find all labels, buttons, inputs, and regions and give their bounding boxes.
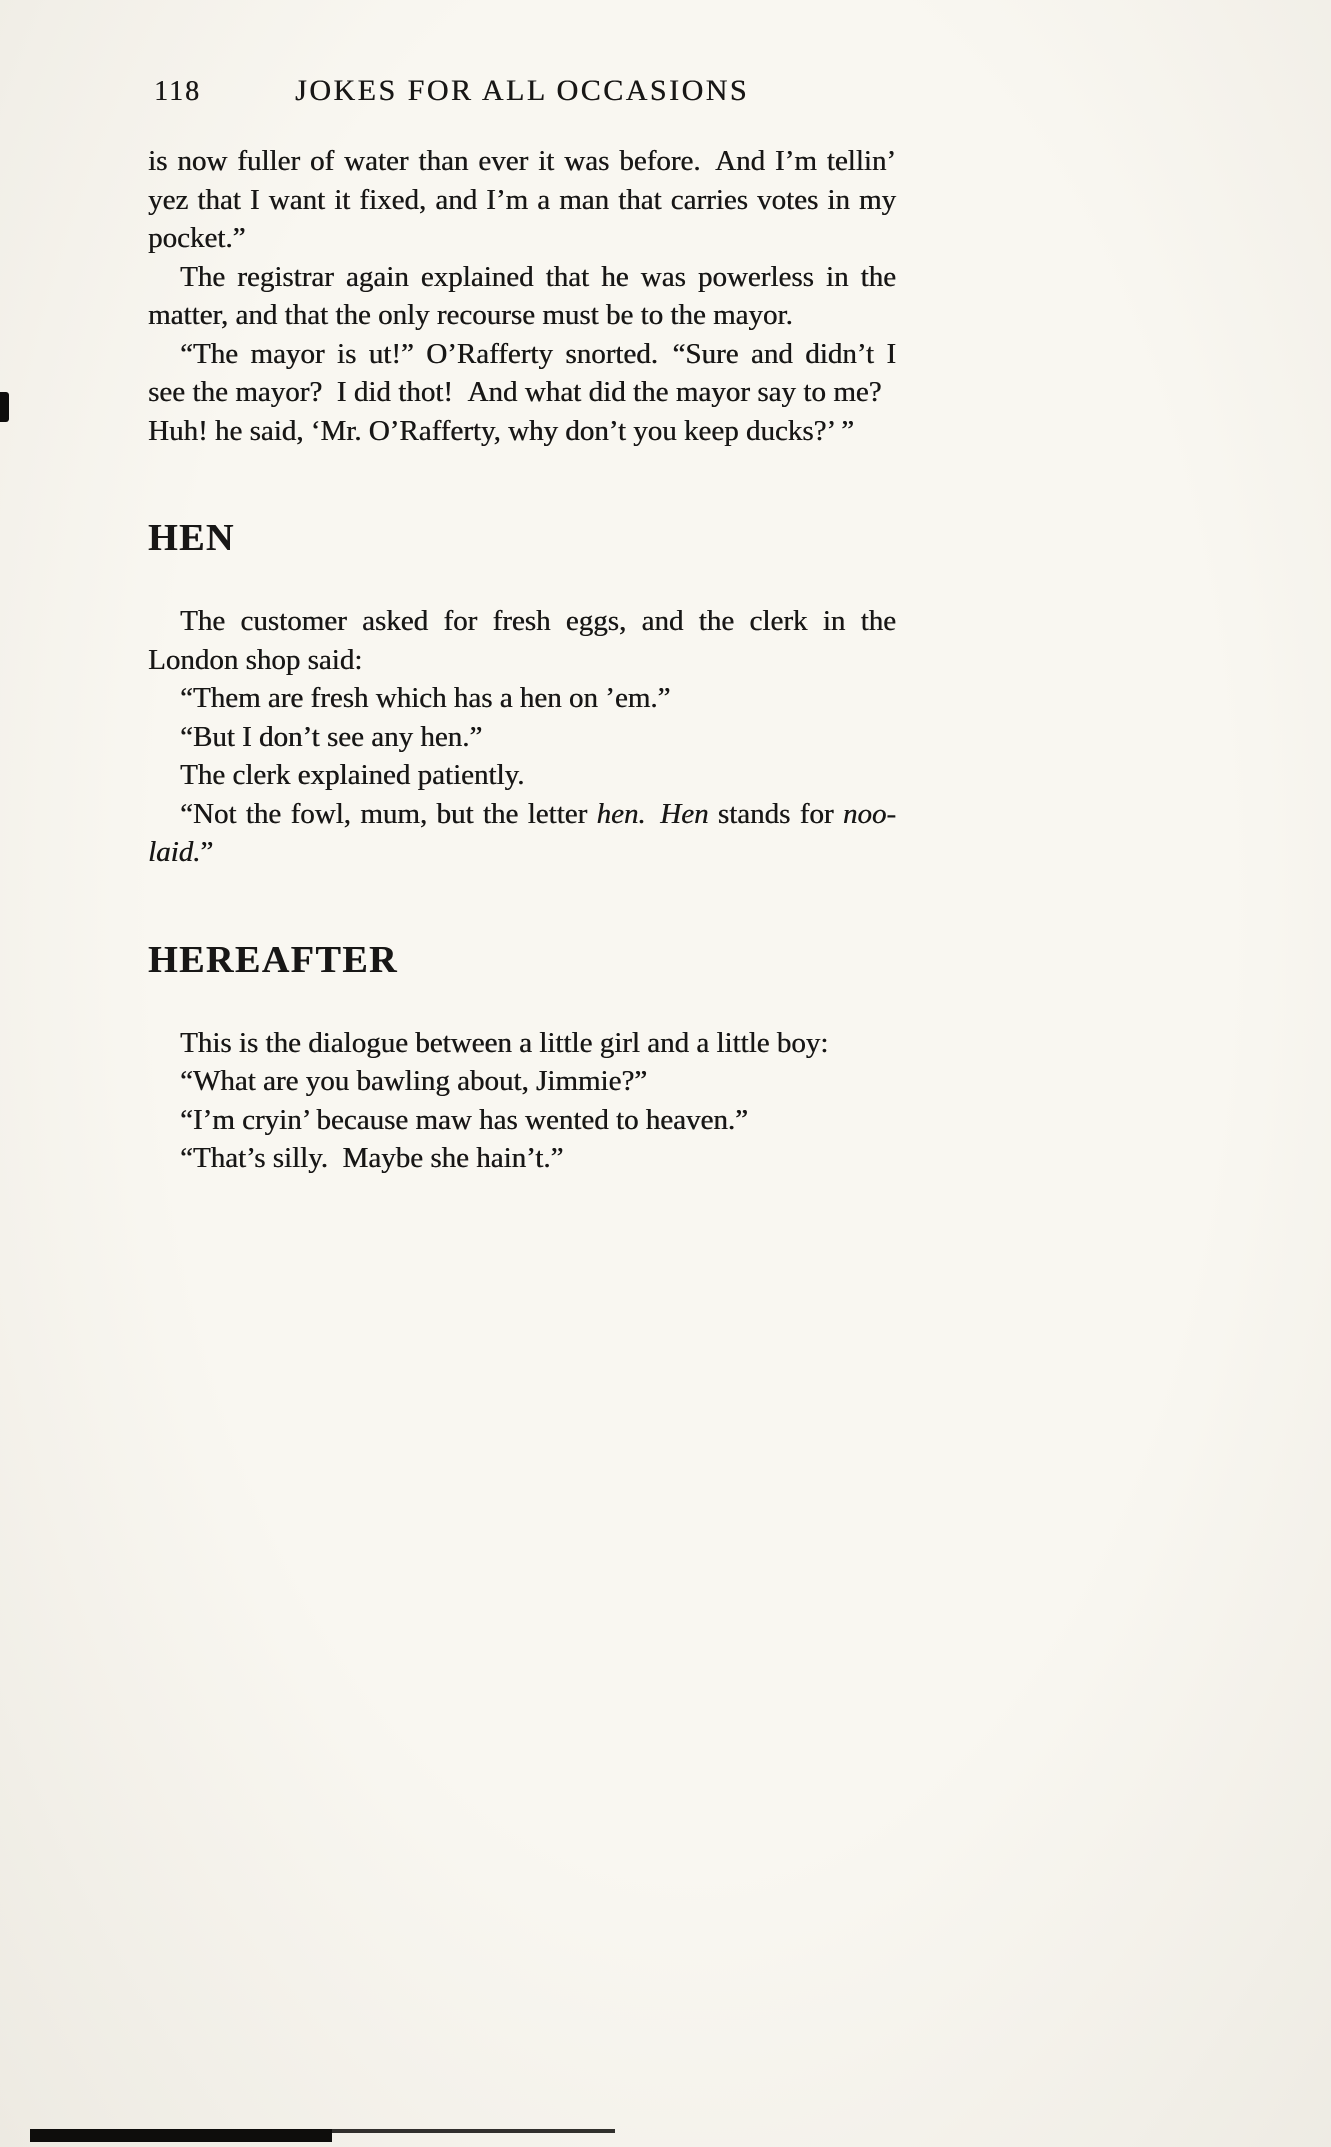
paragraph <box>148 142 896 258</box>
text-run: is now fuller of water than ever it was before. And I’m tellin’ yez that I want it fixed, and I’m a man that carries votes in my pocket.” <box>148 145 896 254</box>
paragraph <box>148 1062 896 1101</box>
scan-artifact-left-edge <box>0 392 9 422</box>
page-header <box>148 74 896 116</box>
text-run: stands for <box>708 797 843 830</box>
paragraph <box>148 756 896 795</box>
text-run: “Them are fresh which has a hen on ’em.” <box>180 682 671 714</box>
section-heading: HEREAFTER <box>148 938 398 981</box>
text-run <box>646 798 661 830</box>
text-run: “Not the fowl, mum, but the letter <box>180 797 597 830</box>
paragraph <box>148 718 896 757</box>
text-run: “I’m cryin’ because maw has wented to heaven.” <box>180 1103 748 1136</box>
section-heading: HEN <box>148 517 235 559</box>
text-run: This is the dialogue between a little girl and a little boy: <box>180 1026 829 1059</box>
paragraph <box>148 795 896 872</box>
text-block <box>148 74 896 1178</box>
paragraph <box>148 679 896 718</box>
text-run: “But I don’t see any hen.” <box>180 720 483 753</box>
italic-text: noo-laid. <box>148 797 896 868</box>
paragraph <box>148 335 896 451</box>
text-run: ” <box>200 836 214 868</box>
paragraph <box>148 1024 896 1063</box>
text-run: The registrar again explained that he was powerless in the matter, and that the only recourse must be to the mayor. <box>148 260 896 331</box>
text-run: The customer asked for fresh eggs, and the clerk in the London shop said: <box>148 605 896 676</box>
paragraph <box>148 258 896 335</box>
paragraph <box>148 1101 896 1140</box>
text-run: “The mayor is ut!” O’Rafferty snorted. “Sure and didn’t I see the mayor? I did thot! And what did the mayor say to me? Huh! he said, ‘Mr. O’Rafferty, why don’t you keep ducks?’ ” <box>148 337 896 447</box>
text-run: “What are you bawling about, Jimmie?” <box>180 1065 648 1097</box>
scan-artifact-bottom-bar <box>30 2129 332 2142</box>
page-body <box>148 142 896 1178</box>
paragraph <box>148 1139 896 1178</box>
italic-text: Hen <box>660 797 709 830</box>
page-number: 118 <box>154 76 201 107</box>
text-run: “That’s silly. Maybe she hain’t.” <box>180 1142 564 1174</box>
paragraph <box>148 602 896 679</box>
italic-text: hen. <box>596 797 646 830</box>
text-run: The clerk explained patiently. <box>180 759 525 791</box>
running-title: JOKES FOR ALL OCCASIONS <box>295 74 749 107</box>
